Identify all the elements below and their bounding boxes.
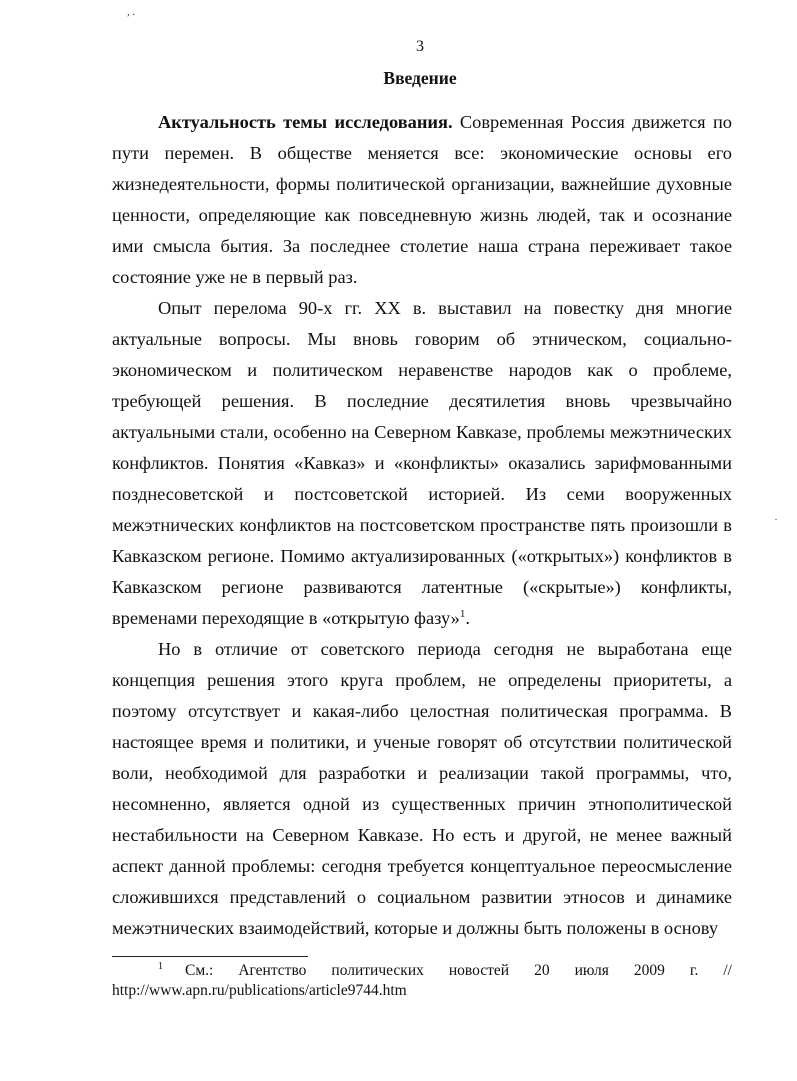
footnote-text: См.: Агентство политических новостей 20 июля 2009 г. // http://www.apn.ru/publications/article9744.htm (112, 962, 732, 999)
paragraph-text: Опыт перелома 90-х гг. XX в. выставил на повестку дня многие актуальные вопросы. Мы вновь говорим об этническом, социально-экономическом и политическом неравенстве народов как о проблеме, требующей решения. В последние десятилетия вновь чрезвычайно актуальными стали, особенно на Северном Кавказе, проблемы межэтнических конфликтов. Понятия «Кавказ» и «конфликты» оказались зарифмованными позднесоветской и постсоветской историей. Из семи вооруженных межэтнических конфликтов на постсоветском пространстве пять произошли в Кавказском регионе. Помимо актуализированных («открытых») конфликтов в Кавказском регионе развиваются латентные («скрытые») конфликты, временами переходящие в «открытую фазу» (112, 298, 732, 628)
paragraph-tail: . (465, 608, 470, 628)
paragraph-experience (112, 293, 732, 634)
section-heading: Введение (383, 68, 457, 88)
footnote-number: 1 (158, 960, 163, 972)
paragraph-lead: Актуальность темы исследования. (158, 112, 453, 132)
scan-edge-mark: · (774, 512, 778, 526)
footnote (112, 961, 732, 1001)
body-text (112, 107, 732, 944)
paragraph-relevance (112, 107, 732, 293)
page-number: 3 (416, 38, 424, 55)
scan-artifact-mark: , . (127, 6, 136, 18)
footnote-separator (112, 956, 308, 957)
paragraph-concept (112, 634, 732, 944)
paragraph-text: Но в отличие от советского периода сегодня не выработана еще концепция решения этого круга проблем, не определены приоритеты, а поэтому отсутствует и какая-либо целостная политическая программа. В настоящее время и политики, и ученые говорят об отсутствии политической воли, необходимой для разработки и реализации такой программы, что, несомненно, является одной из существенных причин этнополитической нестабильности на Северном Кавказе. Но есть и другой, не менее важный аспект данной проблемы: сегодня требуется концептуальное переосмысление сложившихся представлений о социальном развитии этносов и динамике межэтнических взаимодействий, которые и должны быть положены в основу (112, 639, 732, 938)
footnote-reference[interactable]: 1 (459, 607, 466, 620)
paragraph-text: Современная Россия движется по пути перемен. В обществе меняется все: экономические основы его жизнедеятельности, формы политической организации, важнейшие духовные ценности, определяющие как повседневную жизнь людей, так и осознание ими смысла бытия. За последнее столетие наша страна переживает такое состояние уже не в первый раз. (112, 112, 732, 287)
